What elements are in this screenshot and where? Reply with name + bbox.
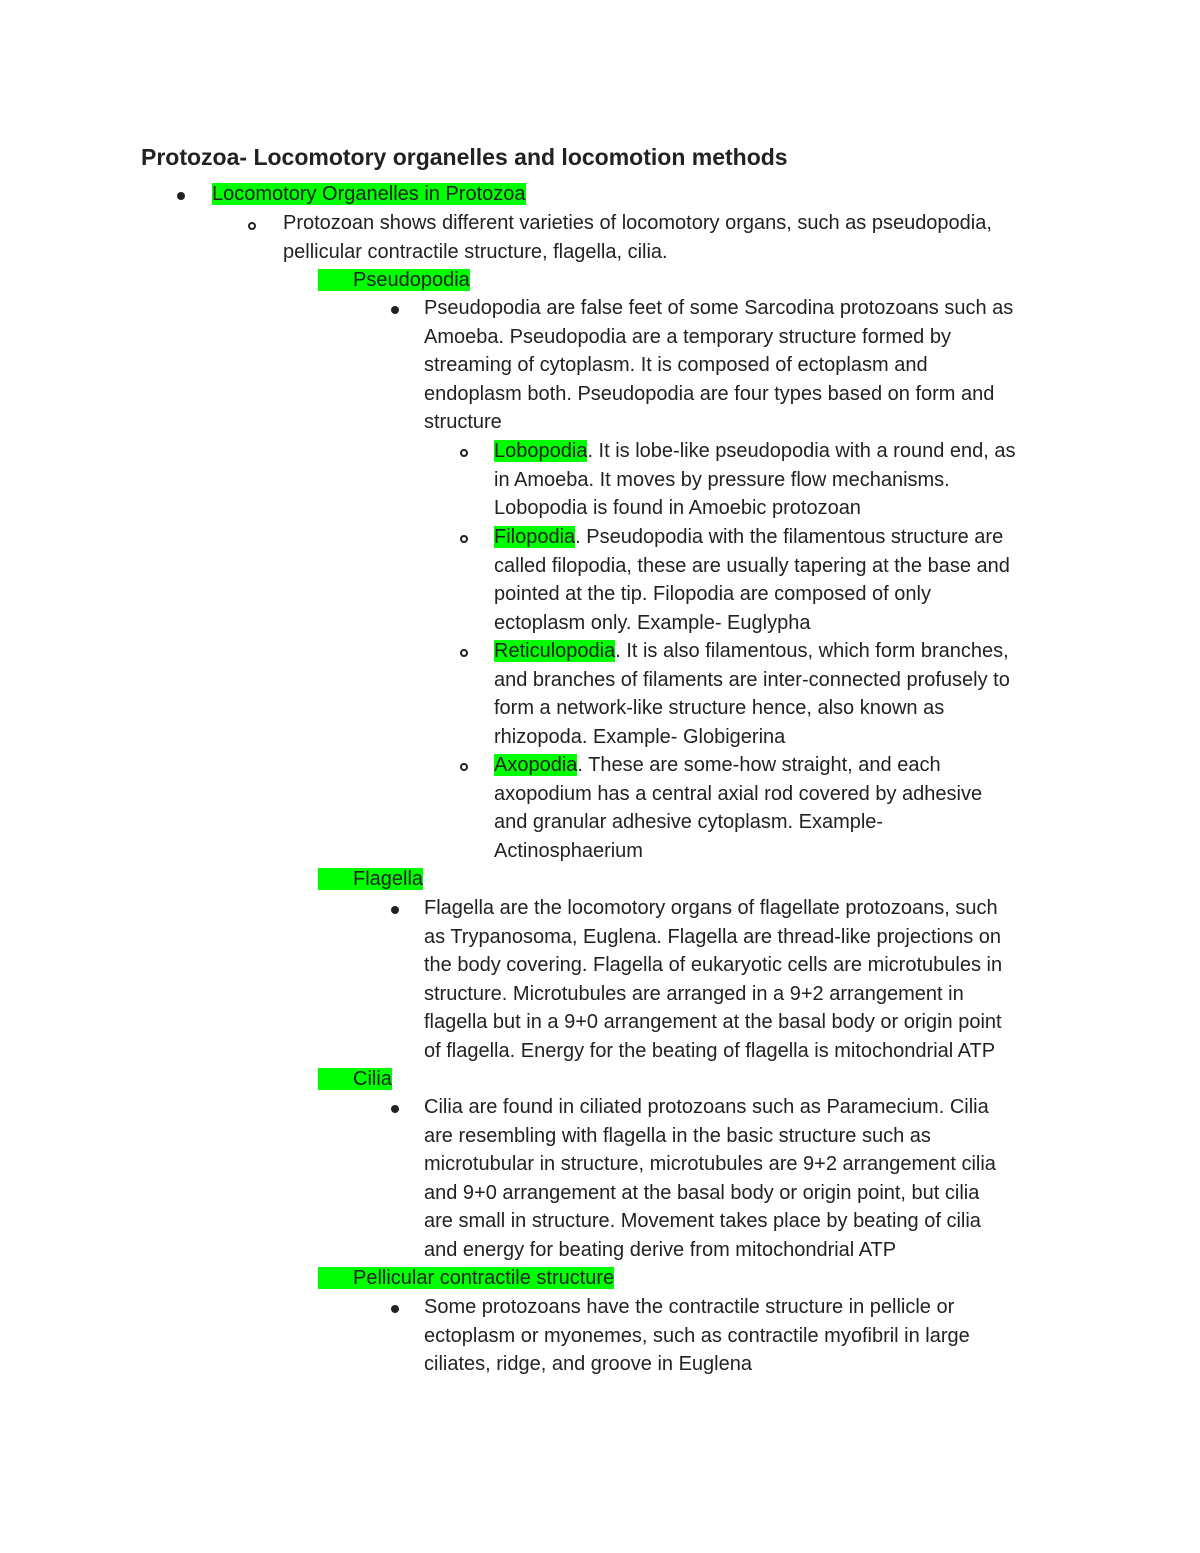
bullet-dot-icon [391, 306, 399, 314]
bullet-dot-icon [391, 906, 399, 914]
text-line: pellicular contractile structure, flagella, cilia. [283, 240, 668, 263]
text-line: microtubular in structure, microtubules are 9+2 arrangement cilia [424, 1153, 996, 1175]
text-line: endoplasm both. Pseudopodia are four types based on form and [424, 382, 995, 405]
text-line: form a network-like structure hence, also known as [494, 697, 945, 719]
bullet-ring-icon [460, 763, 468, 771]
bullet-ring-icon [460, 535, 468, 543]
text-line: Actinosphaerium [494, 839, 643, 862]
highlighted-term: Reticulopodia [494, 640, 616, 662]
list-item-level3 [318, 266, 470, 295]
text-line [494, 437, 1015, 466]
text-line: Amoeba. Pseudopodia are a temporary structure formed by [424, 325, 951, 348]
text-line: ciliates, ridge, and groove in Euglena [424, 1353, 752, 1375]
text-line: ectoplasm or myonemes, such as contractile myofibril in large [424, 1324, 970, 1347]
list-item-level5 [494, 437, 1015, 523]
bullet-ring-icon [460, 649, 468, 657]
text-fragment: . It is also filamentous, which form branches, [615, 640, 1009, 662]
text-line: rhizopoda. Example- Globigerina [494, 725, 786, 748]
heading-text: Pseudopodia [353, 269, 470, 291]
list-item-level3 [318, 1264, 614, 1293]
list-item-level3 [318, 1065, 392, 1094]
text-line: Flagella are the locomotory organs of flagellate protozoans, such [424, 897, 998, 919]
text-line: flagella but in a 9+0 arrangement at the basal body or origin point [424, 1011, 1002, 1033]
list-item-level5 [494, 637, 1010, 751]
highlighted-heading: Locomotory Organelles in Protozoa [212, 183, 526, 205]
text-line: and energy for beating derive from mitochondrial ATP [424, 1238, 897, 1261]
bullet-ring-icon [460, 449, 468, 457]
text-line: are small in structure. Movement takes place by beating of cilia [424, 1210, 981, 1232]
list-item-level5 [494, 751, 982, 865]
text-line: Some protozoans have the contractile structure in pellicle or [424, 1296, 955, 1318]
bullet-dot-icon [391, 1105, 399, 1113]
bullet-dot-icon [177, 192, 185, 200]
list-item-level1 [212, 180, 526, 209]
text-line: and branches of filaments are inter-connected profusely to [494, 668, 1010, 691]
text-line [494, 637, 1010, 666]
text-line: in Amoeba. It moves by pressure flow mechanisms. [494, 468, 950, 491]
text-line: ectoplasm only. Example- Euglypha [494, 611, 811, 634]
text-line: pointed at the tip. Filopodia are composed of only [494, 583, 931, 605]
text-line: streaming of cytoplasm. It is composed of ectoplasm and [424, 354, 928, 376]
text-line: as Trypanosoma, Euglena. Flagella are thread-like projections on [424, 925, 1001, 948]
bullet-ring-icon [248, 222, 256, 230]
text-line [494, 523, 1010, 552]
text-line: and 9+0 arrangement at the basal body or origin point, but cilia [424, 1181, 980, 1204]
text-line: of flagella. Energy for the beating of flagella is mitochondrial ATP [424, 1039, 996, 1062]
highlighted-heading [318, 269, 470, 291]
list-item-level4 [424, 1293, 970, 1379]
heading-text: Cilia [353, 1068, 392, 1090]
heading-text: Pellicular contractile structure [353, 1267, 615, 1289]
text-line: and granular adhesive cytoplasm. Example- [494, 811, 884, 833]
highlighted-term: Axopodia [494, 754, 578, 776]
highlighted-heading [318, 868, 423, 890]
text-line: are resembling with flagella in the basic structure such as [424, 1124, 931, 1147]
text-fragment: . Pseudopodia with the filamentous structure are [575, 526, 1004, 548]
page-title: Protozoa- Locomotory organelles and locomotion methods [141, 144, 788, 170]
text-line: called filopodia, these are usually tapering at the base and [494, 554, 1010, 577]
text-line: Protozoan shows different varieties of locomotory organs, such as pseudopodia, [283, 212, 992, 234]
highlighted-term: Filopodia [494, 526, 576, 548]
text-line: the body covering. Flagella of eukaryotic cells are microtubules in [424, 954, 1003, 976]
list-item-level5 [494, 523, 1010, 637]
text-line: structure. Microtubules are arranged in a 9+2 arrangement in [424, 982, 964, 1005]
text-line: Cilia are found in ciliated protozoans such as Paramecium. Cilia [424, 1096, 989, 1118]
text-line: axopodium has a central axial rod covered by adhesive [494, 782, 983, 805]
highlighted-heading [318, 1068, 392, 1090]
bullet-dot-icon [391, 1305, 399, 1313]
heading-text: Flagella [353, 868, 424, 890]
list-item-level3 [318, 865, 423, 894]
list-item-level4 [424, 1093, 996, 1264]
text-line [494, 751, 982, 780]
text-line: Lobopodia is found in Amoebic protozoan [494, 497, 861, 519]
highlighted-heading [318, 1267, 614, 1289]
text-fragment: . It is lobe-like pseudopodia with a round end, as [587, 440, 1016, 462]
list-item-level4 [424, 894, 1002, 1065]
text-line: structure [424, 411, 502, 433]
list-item-level4 [424, 294, 1013, 437]
list-item-level2 [283, 209, 992, 266]
text-line: Pseudopodia are false feet of some Sarcodina protozoans such as [424, 297, 1014, 319]
highlighted-term: Lobopodia [494, 440, 588, 462]
text-fragment: . These are some-how straight, and each [577, 754, 941, 776]
